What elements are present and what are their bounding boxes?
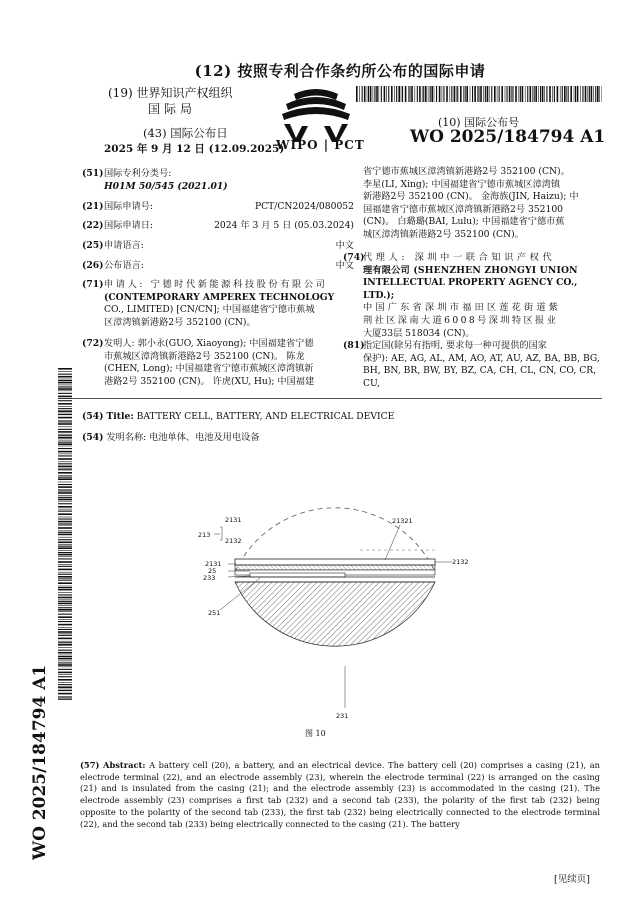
inventor-line: 国福建省宁德市蕉城区漳湾镇新港路2号 352100 — [363, 203, 564, 215]
side-publication-number: WO 2025/184794 A1 — [30, 664, 50, 860]
inventor-line: 省宁德市蕉城区漳湾镇新港路2号 352100 (CN)。 — [363, 166, 570, 177]
title-english — [82, 411, 394, 424]
inventor-line: 市蕉城区漳湾镇新港路2号 352100 (CN)。 陈龙 — [104, 350, 305, 362]
filing-language-value: 中文 — [335, 240, 354, 251]
title-label: Title: — [106, 411, 134, 422]
label-251: 251 — [208, 609, 221, 617]
inventor-line: 新港路2号 352100 (CN)。 金海族(JIN, Haizu); 中 — [363, 191, 579, 203]
field-number: (81) — [343, 340, 365, 351]
field-number: (22) — [82, 220, 104, 231]
field-number: (54) — [82, 411, 104, 422]
field-number: (26) — [82, 260, 104, 271]
insulator — [250, 573, 345, 577]
inventors-continued-text — [363, 166, 605, 242]
states-line: 指定国(除另有指明, 要求每一种可提供的国家 — [363, 340, 547, 351]
label-21321: 21321 — [392, 517, 413, 525]
inventors-continued — [343, 166, 605, 252]
agent-text — [363, 252, 605, 340]
application-number-label: 国际申请号: — [104, 201, 154, 212]
title-chinese — [82, 432, 259, 445]
applicant-line: 申请人: 宁德时代新能源科技股份有限公司 — [104, 279, 328, 290]
states-line: 保护): AE, AG, AL, AM, AO, AT, AU, AZ, BA, BB, BG, — [363, 352, 600, 364]
filing-date-value: 2024 年 3 月 5 日 (05.03.2024) — [214, 220, 354, 231]
patent-figure — [190, 460, 470, 730]
field-number: (72) — [82, 338, 104, 349]
field-number: (51) — [82, 168, 104, 179]
title-english-text: BATTERY CELL, BATTERY, AND ELECTRICAL DEVICE — [136, 411, 395, 422]
publication-number-label: (10) 国际公布号 — [438, 116, 520, 129]
inventor-line: 港路2号 352100 (CN)。 许虎(XU, Hu); 中国福建 — [104, 375, 315, 387]
publication-date-value: 2025 年 9 月 12 日 (12.09.2025) — [104, 143, 285, 155]
figure-caption: 图 10 — [305, 729, 326, 738]
ipc-label: 国际专利分类号: — [104, 168, 172, 179]
applicant-text — [104, 279, 354, 329]
agent-line: 代理人: 深圳中一联合知识产权代 — [363, 252, 556, 263]
field-21 — [82, 201, 354, 220]
inventor-line: 发明人: 郭小永(GUO, Xiaoyong); 中国福建省宁德 — [104, 338, 314, 349]
agent-line: INTELLECTUAL PROPERTY AGENCY CO., LTD.); — [363, 277, 578, 301]
field-26 — [82, 260, 354, 279]
barcode-side — [58, 368, 72, 700]
abstract-text: A battery cell (20), a battery, and an electrical device. The battery cell (20) comprises a casing (21), an electrode terminal (22), and an electrode assembly (23), wherein the electrode terminal (22) is arranged on the casing (21) and is insulated from the casing (21); and the electrode assembly (23) is accommodated in the casing (21). The electrode assembly (23) comprises a first tab (232) and a second tab (233), the polarity of the first tab (232) being opposite to the polarity of the second tab (233), the first tab (232) being electrically connected to the electrode terminal (22), and the second tab (233) being electrically connected to the casing (21). The battery — [80, 760, 601, 829]
field-81-designated-states — [343, 340, 605, 389]
applicant-line: CO., LIMITED) [CN/CN]; 中国福建省宁德市蕉城 — [104, 304, 315, 316]
agent-line: 大厦33层 518034 (CN)。 — [363, 327, 475, 339]
continued-on-next-page: [见续页] — [554, 874, 590, 885]
label-2131-top: 2131 — [225, 516, 242, 524]
title-label: 发明名称: — [106, 432, 147, 443]
inventor-line: 李星(LI, Xing); 中国福建省宁德市蕉城区漳湾镇 — [363, 178, 561, 190]
agent-line: 荆社区深南大道6008号深圳特区报业 — [363, 314, 559, 326]
organization-name: (19) 世界知识产权组织 — [108, 86, 233, 100]
field-number: (71) — [82, 279, 104, 290]
title-chinese-text: 电池单体、电池及用电设备 — [149, 432, 260, 443]
label-2132-top: 2132 — [225, 537, 242, 545]
applicant-line: (CONTEMPORARY AMPEREX TECHNOLOGY — [104, 291, 335, 303]
left-bibliography-column — [82, 168, 354, 390]
agent-line: 理有限公司 (SHENZHEN ZHONGYI UNION — [363, 264, 578, 276]
organization-bureau: 国际局 — [148, 102, 197, 116]
section-divider — [58, 398, 602, 399]
field-74-agent — [343, 252, 605, 340]
agent-line: 中国广东省深圳市福田区莲花街道紫 — [363, 302, 562, 314]
right-bibliography-column — [343, 166, 605, 389]
wipo-pct-label: WIPO | PCT — [276, 138, 365, 152]
tab-layer-middle — [235, 565, 435, 570]
abstract — [80, 760, 600, 830]
label-25: 25 — [208, 567, 217, 575]
states-line: BH, BN, BR, BW, BY, BZ, CA, CH, CL, CN, CO, CR, CU, — [363, 365, 597, 389]
application-number-value: PCT/CN2024/080052 — [254, 201, 354, 212]
designated-states-text — [363, 340, 605, 390]
field-number: (25) — [82, 240, 104, 251]
inventor-line: (CHEN, Long); 中国福建省宁德市蕉城区漳湾镇新 — [104, 363, 314, 375]
label-2132: 2132 — [452, 558, 469, 566]
applicant-line: 区漳湾镇新港路2号 352100 (CN)。 — [104, 316, 256, 328]
publication-number: WO 2025/184794 A1 — [410, 127, 606, 147]
inventor-line: 城区漳湾镇新港路2号 352100 (CN)。 — [363, 228, 524, 240]
label-2131: 2131 — [205, 560, 222, 568]
field-number: (57) — [80, 760, 100, 770]
casing-section — [235, 582, 435, 646]
publication-language-value: 中文 — [335, 260, 354, 271]
field-51 — [82, 168, 354, 192]
field-number: (74) — [343, 252, 365, 263]
field-72-inventors — [82, 338, 354, 390]
field-25 — [82, 240, 354, 260]
field-number: (54) — [82, 432, 104, 443]
label-231: 231 — [336, 712, 349, 720]
document-type-title: (12) 按照专利合作条约所公布的国际申请 — [194, 62, 486, 80]
field-51-text — [104, 168, 228, 193]
field-71-applicant — [82, 279, 354, 338]
publication-date-label: (43) 国际公布日 — [143, 126, 228, 140]
abstract-label: Abstract: — [103, 760, 146, 770]
field-number: (21) — [82, 201, 104, 212]
label-213: 213 — [198, 531, 211, 539]
inventor-line: (CN)。 白璐璐(BAI, Lulu); 中国福建省宁德市蕉 — [363, 216, 565, 228]
inventors-text — [104, 338, 354, 388]
field-22 — [82, 220, 354, 240]
tab-layer-top — [235, 559, 435, 565]
barcode-top — [356, 86, 602, 102]
ipc-value: H01M 50/545 (2021.01) — [104, 180, 228, 192]
publication-language-label: 公布语言: — [104, 260, 144, 271]
label-233: 233 — [203, 574, 216, 582]
filing-language-label: 申请语言: — [104, 240, 144, 251]
filing-date-label: 国际申请日: — [104, 220, 154, 231]
